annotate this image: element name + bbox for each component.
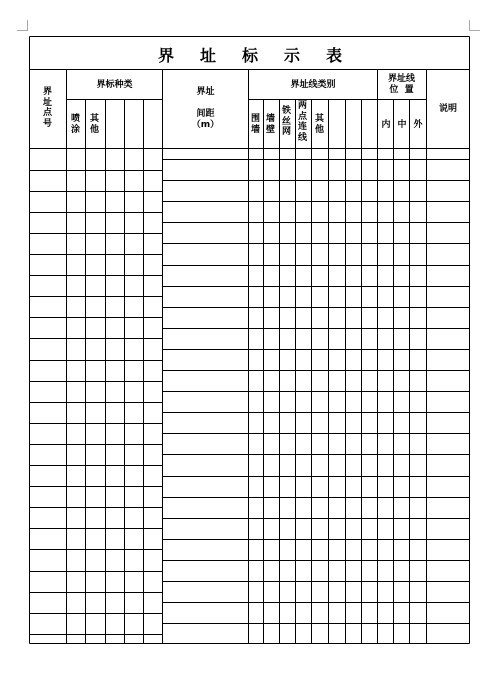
header-pos-inner: 内 [381, 120, 391, 130]
header-point-no: 界址点号 [42, 87, 52, 129]
header-line-wall2: 墙壁 [265, 114, 275, 135]
header-distance-bottom: 间距 （m） [191, 109, 220, 130]
header-marker-spray: 喷涂 [70, 114, 80, 135]
header-pos-middle: 中 [397, 120, 407, 130]
header-marker-type: 界标种类 [96, 80, 133, 90]
header-marker-other: 其他 [89, 114, 99, 135]
header-pos-outer: 外 [413, 120, 423, 130]
header-boundary-position: 界址线 位 置 [387, 74, 415, 95]
header-line-fence: 铁丝网 [281, 106, 291, 137]
header-line-connect: 两点连线 [297, 101, 307, 143]
header-line-wall: 围墙 [250, 114, 260, 135]
header-distance-top: 界址 [196, 87, 215, 97]
header-line-type: 界址线类别 [290, 80, 336, 90]
header-line-other: 其他 [314, 114, 324, 135]
table-title: 界址标示表 [157, 46, 368, 65]
header-remark: 说明 [438, 104, 457, 114]
